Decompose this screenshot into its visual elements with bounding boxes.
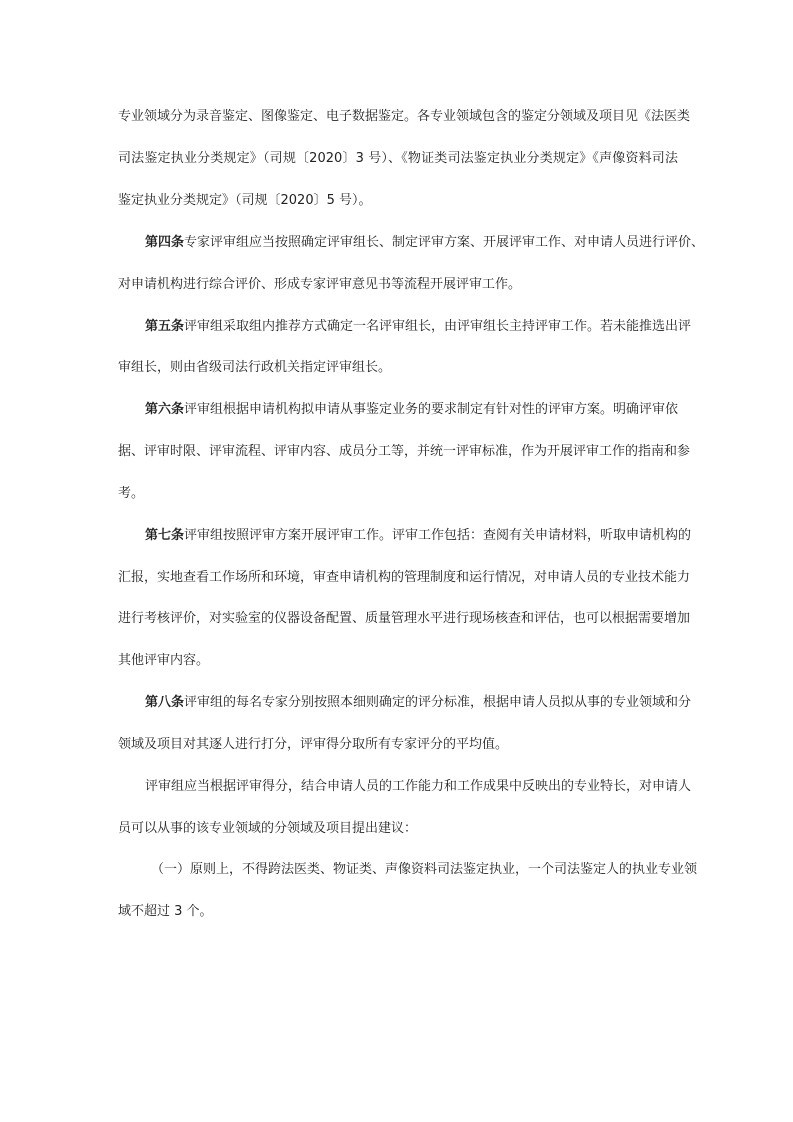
article-7-line-4: 其他评审内容。 xyxy=(118,653,210,668)
item-1-line-2: 域不超过 3 个。 xyxy=(118,904,213,919)
paragraph-line-2: 员可以从事的该专业领域的分领域及项目提出建议： xyxy=(118,821,418,836)
article-5-line-1 xyxy=(145,318,692,336)
intro-line-3: 鉴定执业分类规定》（司规〔2020〕5 号）。 xyxy=(118,193,372,208)
article-8-line-1 xyxy=(145,694,692,712)
item-1-line-1: （一）原则上，不得跨法医类、物证类、声像资料司法鉴定执业，一个司法鉴定人的执业专业领 xyxy=(151,862,698,877)
article-6-text-1: 评审组根据申请机构拟申请从事鉴定业务的要求制定有针对性的评审方案。明确评审依 xyxy=(184,402,679,417)
article-6-title: 第六条 xyxy=(145,402,185,417)
article-7-title: 第七条 xyxy=(145,528,185,543)
paragraph-line-1: 评审组应当根据评审得分，结合申请人员的工作能力和工作成果中反映出的专业特长，对申请人 xyxy=(145,779,692,794)
article-7-line-2: 汇报，实地查看工作场所和环境，审查申请机构的管理制度和运行情况，对申请人员的专业技术能力 xyxy=(118,570,691,585)
article-6-line-1 xyxy=(145,401,678,419)
article-4-line-2: 对申请机构进行综合评价、形成专家评审意见书等流程开展评审工作。 xyxy=(118,277,522,292)
article-4-line-1 xyxy=(145,234,705,252)
article-6-line-2: 据、评审时限、评审流程、评审内容、成员分工等，并统一评审标准，作为开展评审工作的指南和参 xyxy=(118,444,691,459)
article-7-line-3: 进行考核评价，对实验室的仪器设备配置、质量管理水平进行现场核查和评估，也可以根据需要增加 xyxy=(118,611,691,626)
article-8-title: 第八条 xyxy=(145,695,185,710)
article-6-line-3: 考。 xyxy=(118,486,145,501)
intro-line-2: 司法鉴定执业分类规定》（司规〔2020〕3 号）、《物证类司法鉴定执业分类规定》《声像资料司法 xyxy=(118,151,678,166)
article-8-text-1: 评审组的每名专家分别按照本细则确定的评分标准，根据申请人员拟从事的专业领域和分 xyxy=(184,695,692,710)
article-4-title: 第四条 xyxy=(145,235,185,250)
article-7-line-1 xyxy=(145,527,692,545)
article-8-line-2: 领域及项目对其逐人进行打分，评审得分取所有专家评分的平均值。 xyxy=(118,737,509,752)
intro-line-1: 专业领域分为录音鉴定、图像鉴定、电子数据鉴定。各专业领域包含的鉴定分领域及项目见《法医类 xyxy=(118,109,691,124)
article-5-title: 第五条 xyxy=(145,319,185,334)
article-4-text-1: 专家评审组应当按照确定评审组长、制定评审方案、开展评审工作、对申请人员进行评价、 xyxy=(184,235,705,250)
article-5-line-2: 审组长，则由省级司法行政机关指定评审组长。 xyxy=(118,360,392,375)
article-5-text-1: 评审组采取组内推荐方式确定一名评审组长，由评审组长主持评审工作。若未能推选出评 xyxy=(184,319,692,334)
article-7-text-1: 评审组按照评审方案开展评审工作。评审工作包括：查阅有关申请材料，听取申请机构的 xyxy=(184,528,692,543)
